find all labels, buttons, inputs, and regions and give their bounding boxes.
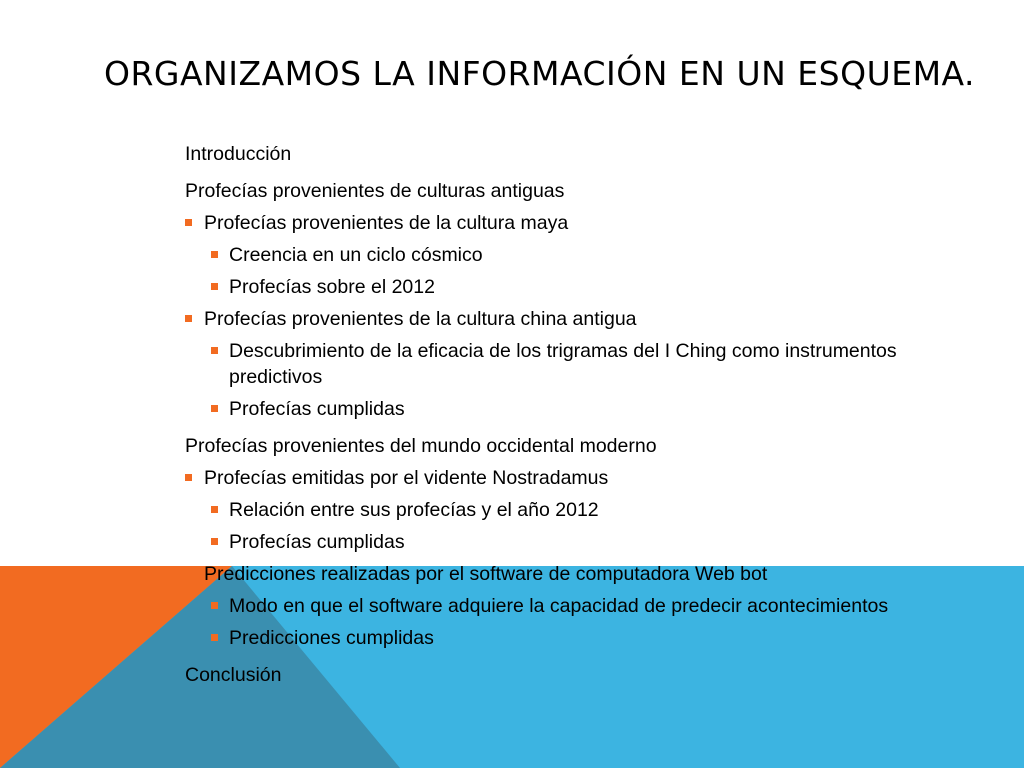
outline-subsubitem-text: Relación entre sus profecías y el año 2012	[229, 499, 599, 521]
outline-subsubitem	[185, 497, 985, 523]
outline-subitem	[185, 465, 985, 491]
outline-heading: Conclusión	[185, 664, 282, 686]
square-bullet-icon	[211, 602, 218, 609]
outline-subsubitem-text: Descubrimiento de la eficacia de los trigramas del I Ching como instrumentos predictivos	[229, 340, 897, 388]
outline-heading: Profecías provenientes de culturas antiguas	[185, 180, 565, 202]
outline-subitem-text: Profecías emitidas por el vidente Nostradamus	[204, 467, 609, 489]
outline-item-intro	[185, 141, 985, 167]
outline-subsubitem-text: Profecías cumplidas	[229, 531, 405, 553]
square-bullet-icon	[211, 405, 218, 412]
outline-subitem	[185, 306, 985, 332]
square-bullet-icon	[211, 538, 218, 545]
outline-subsubitem	[185, 625, 985, 651]
outline-subsubitem	[185, 242, 985, 268]
outline-subsubitem	[185, 338, 985, 390]
outline-subsubitem-text: Profecías sobre el 2012	[229, 276, 435, 298]
square-bullet-icon	[211, 506, 218, 513]
outline-subsubitem-text: Modo en que el software adquiere la capacidad de predecir acontecimientos	[229, 595, 889, 617]
outline-heading: Introducción	[185, 143, 292, 165]
square-bullet-icon	[185, 315, 192, 322]
outline-section-western	[185, 433, 985, 459]
outline-heading: Profecías provenientes del mundo occidental moderno	[185, 435, 657, 457]
square-bullet-icon	[185, 219, 192, 226]
outline-subsubitem	[185, 593, 985, 619]
square-bullet-icon	[211, 283, 218, 290]
outline-subitem	[185, 210, 985, 236]
outline-section-ancient	[185, 178, 985, 204]
outline-subsubitem	[185, 396, 985, 422]
slide-title: ORGANIZAMOS LA INFORMACIÓN EN UN ESQUEMA.	[104, 54, 976, 93]
outline-subitem-text: Predicciones realizadas por el software de computadora Web bot	[204, 563, 768, 585]
outline-subsubitem-text: Profecías cumplidas	[229, 398, 405, 420]
square-bullet-icon	[211, 251, 218, 258]
outline-subsubitem-text: Predicciones cumplidas	[229, 627, 434, 649]
outline-subitem	[185, 561, 985, 587]
square-bullet-icon	[185, 474, 192, 481]
outline-subsubitem	[185, 529, 985, 555]
outline-subsubitem-text: Creencia en un ciclo cósmico	[229, 244, 483, 266]
square-bullet-icon	[211, 634, 218, 641]
outline-item-conclusion	[185, 662, 985, 688]
outline-subitem-text: Profecías provenientes de la cultura maya	[204, 212, 569, 234]
outline	[185, 141, 985, 688]
outline-subsubitem	[185, 274, 985, 300]
square-bullet-icon	[211, 347, 218, 354]
outline-subitem-text: Profecías provenientes de la cultura china antigua	[204, 308, 637, 330]
